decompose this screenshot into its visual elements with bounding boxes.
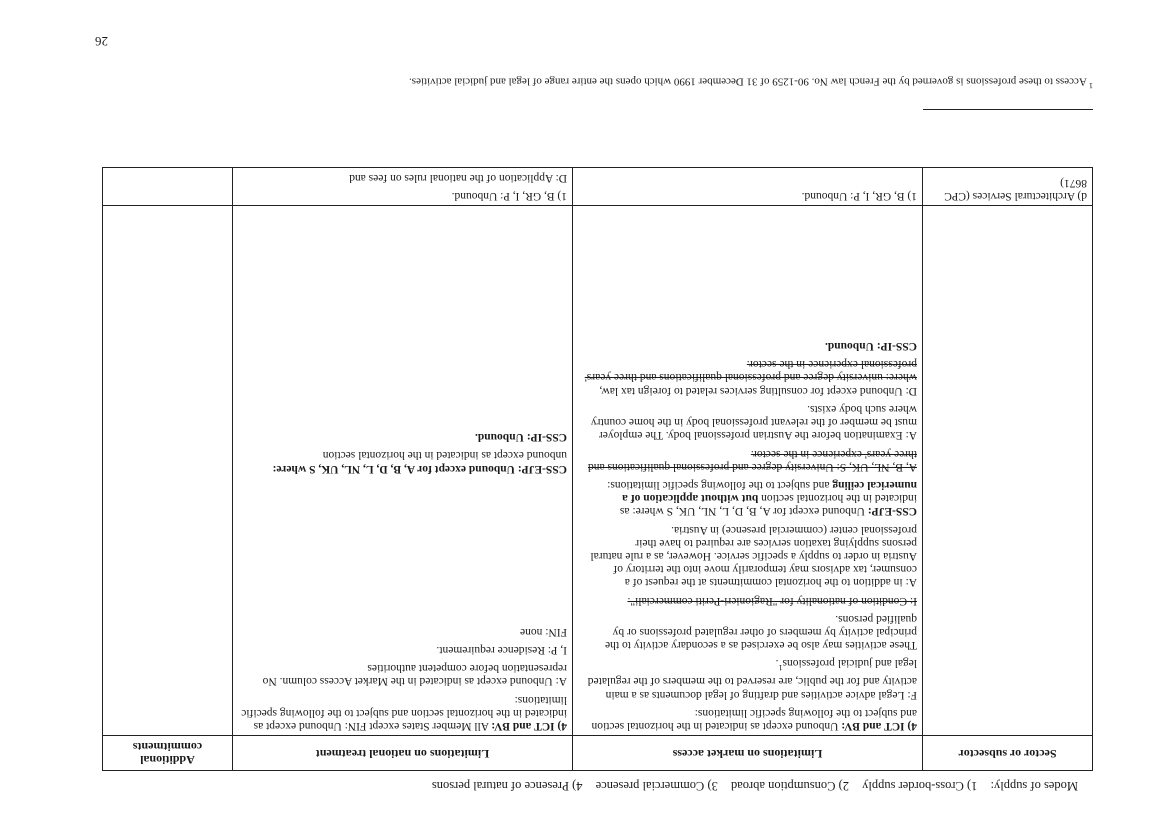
- mode-4: 4) Presence of natural persons: [431, 779, 583, 793]
- market-para: These activities may also be exercised as a secondary activity to the principal activity by members of other regulated professions or by qualified persons.: [605, 612, 917, 652]
- market-para: D: Unbound except for consulting services related to foreign tax law, where: university degree and professional qualifications and three years' professional experience in the sector.: [584, 358, 917, 397]
- modes-label: Modes of supply:: [990, 779, 1078, 793]
- national-para: I, P: Residence requirement.: [436, 643, 567, 656]
- header-market-access: Limitations on market access: [573, 736, 923, 771]
- table-row: [103, 206, 1093, 736]
- national-para: 4) ICT and BV: All Member States except FIN: Unbound except as indicated in the horizontal section and subject to the following specific limitations:: [241, 693, 567, 732]
- market-para: A: Examination before the Austrian professional body. The employer must be member of the relevant professional body in the home country where such body exists.: [590, 402, 917, 442]
- national-para: FIN: none: [520, 625, 567, 638]
- sector-cell: d) Architectural Services (CPC 8671): [923, 167, 1093, 205]
- mode-1: 1) Cross-border supply: [862, 779, 978, 793]
- additional-cell: [103, 167, 233, 205]
- header-national-treatment: Limitations on national treatment: [233, 736, 573, 771]
- market-para: A, B, NL, UK, S: University degree and professional qualifications and three years' experience in the sector.: [588, 447, 917, 473]
- header-additional-commitments: Additional commitments: [103, 736, 233, 771]
- market-para: A: in addition to the horizontal commitments at the request of a consumer, tax advisors may temporarily move into the territory of Austria in order to supply a specific service. However, as a rule natural persons supplying taxation services are required to have their professional center (commercial presence) in Austria.: [590, 523, 917, 589]
- market-para: 4) ICT and BV: Unbound except as indicated in the horizontal section and subject to the following specific limitations:: [591, 706, 917, 732]
- mode-3: 3) Commercial presence: [595, 779, 718, 793]
- table-row: [103, 167, 1093, 205]
- national-treatment-cell: 1) B, GR, I, P: Unbound. D: Application of the national rules on fees and: [233, 167, 573, 205]
- schedule-table: [102, 167, 1093, 771]
- market-para: CSS-IP: Unbound.: [824, 340, 917, 353]
- national-para: CSS-EJP: Unbound except for A, B, D, L, NL, UK, S where: unbound except as indicated in the horizontal section: [272, 449, 567, 475]
- market-para: CSS-EJP: Unbound except for A, B, D, L, NL, UK, S where: as indicated in the horizontal section but without application of a numerical ceiling and subject to the following specific limitations:: [607, 478, 917, 518]
- market-para: F: Legal advice activities and drafting of legal documents as a main activity and for the public, are reserved to the members of the regulated legal and judicial professions$^1$.: [587, 657, 917, 701]
- mode-2: 2) Consumption abroad: [730, 779, 849, 793]
- modes-of-supply: [78, 778, 1078, 793]
- national-para: A: Unbound except as indicated in the Market Access column. No representation before competent authorities: [262, 662, 567, 688]
- market-para: I: Condition of nationality for "Ragionieri-Periti commerciali".: [627, 594, 917, 607]
- market-access-cell: [573, 206, 923, 736]
- page-number: 26: [95, 34, 108, 49]
- header-sector: Sector or subsector: [923, 736, 1093, 771]
- sector-cell: [923, 206, 1093, 736]
- footnote: $^1$ Access to these professions is governed by the French law No. 90-1259 of 31 December 1990 which opens the entire range of legal and judicial activities.: [409, 75, 1093, 90]
- national-para: CSS-IP: Unbound.: [474, 431, 567, 444]
- header-row: [103, 736, 1093, 771]
- additional-cell: [103, 206, 233, 736]
- national-treatment-cell: [233, 206, 573, 736]
- footnote-divider: [923, 109, 1093, 110]
- market-access-cell: 1) B, GR, I, P: Unbound.: [573, 167, 923, 205]
